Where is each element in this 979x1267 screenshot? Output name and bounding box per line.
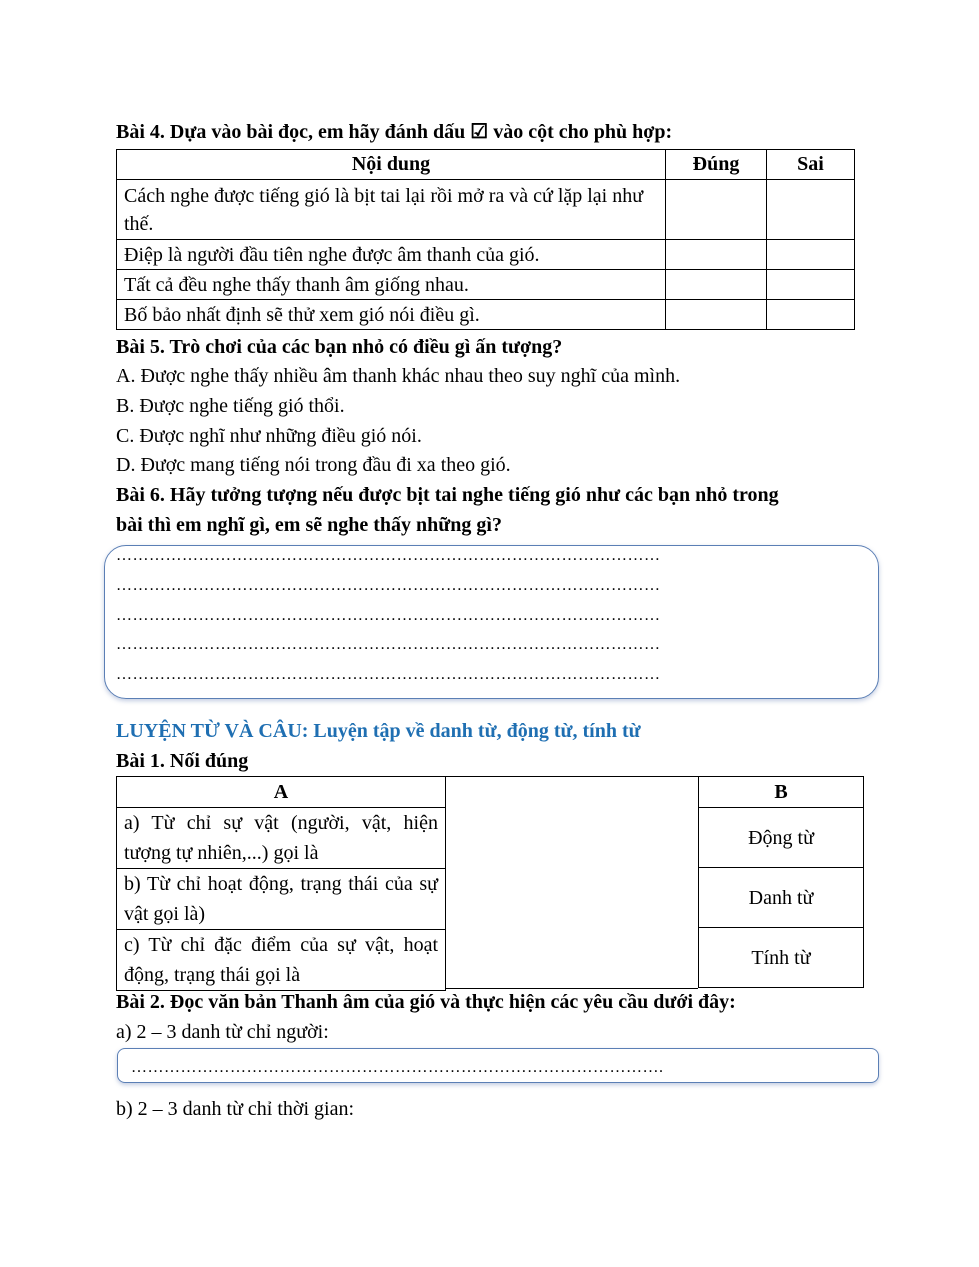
- header-sai: Sai: [767, 150, 855, 180]
- dung-checkbox-cell[interactable]: [666, 240, 767, 270]
- table-row-content: Tất cả đều nghe thấy thanh âm giống nhau.: [117, 270, 666, 300]
- bai4-table: [116, 149, 855, 330]
- bai2-a-label: a) 2 – 3 danh từ chỉ người:: [116, 1021, 329, 1043]
- bai5-option-d[interactable]: D. Được mang tiếng nói trong đầu đi xa theo gió.: [116, 454, 511, 476]
- bai1-title: Bài 1. Nối đúng: [116, 750, 249, 772]
- bai1-table-a: [116, 776, 446, 991]
- a-item[interactable]: c) Từ chỉ đặc điểm của sự vật, hoạt động, trạng thái gọi là: [117, 930, 446, 991]
- answer-dots-line[interactable]: ………………………………………………………………………………………: [116, 636, 661, 653]
- bai2-b-label: b) 2 – 3 danh từ chỉ thời gian:: [116, 1098, 355, 1120]
- bai5-option-a[interactable]: A. Được nghe thấy nhiều âm thanh khác nhau theo suy nghĩ của mình.: [116, 365, 681, 387]
- bai5-option-c[interactable]: C. Được nghĩ như những điều gió nói.: [116, 425, 422, 447]
- bai6-title-line2: bài thì em nghĩ gì, em sẽ nghe thấy những gì?: [116, 514, 502, 536]
- bai6-title-line1: Bài 6. Hãy tưởng tượng nếu được bịt tai nghe tiếng gió như các bạn nhỏ trong: [116, 484, 779, 506]
- a-item[interactable]: b) Từ chỉ hoạt động, trạng thái của sự vật gọi là): [117, 869, 446, 930]
- bai4-title: Bài 4. Dựa vào bài đọc, em hãy đánh dấu ☑ vào cột cho phù hợp:: [116, 121, 673, 143]
- a-item[interactable]: a) Từ chỉ sự vật (người, vật, hiện tượng tự nhiên,...) gọi là: [117, 808, 446, 869]
- dung-checkbox-cell[interactable]: [666, 180, 767, 240]
- sai-checkbox-cell[interactable]: [767, 270, 855, 300]
- b-item[interactable]: Tính từ: [699, 928, 864, 988]
- answer-dots-line[interactable]: ………………………………………………………………………………………: [116, 607, 661, 624]
- bai5-title: Bài 5. Trò chơi của các bạn nhỏ có điều gì ấn tượng?: [116, 336, 563, 358]
- answer-dots-line[interactable]: ………………………………………………………………………………………: [116, 547, 661, 564]
- sai-checkbox-cell[interactable]: [767, 180, 855, 240]
- answer-dots-line[interactable]: ………………………………………………………………………………………: [116, 577, 661, 594]
- matching-area[interactable]: [445, 776, 698, 989]
- sai-checkbox-cell[interactable]: [767, 240, 855, 270]
- bai5-option-b[interactable]: B. Được nghe tiếng gió thổi.: [116, 395, 345, 417]
- bai1-table-b: [698, 776, 864, 988]
- dung-checkbox-cell[interactable]: [666, 300, 767, 330]
- b-item[interactable]: Động từ: [699, 808, 864, 868]
- column-a-header: A: [117, 777, 446, 808]
- bai2-a-dots[interactable]: …………………………………………………………………………………….: [131, 1059, 664, 1076]
- b-item[interactable]: Danh từ: [699, 868, 864, 928]
- section-heading: LUYỆN TỪ VÀ CÂU: Luyện tập về danh từ, động từ, tính từ: [116, 720, 641, 742]
- table-row-content: Cách nghe được tiếng gió là bịt tai lại rồi mở ra và cứ lặp lại như thế.: [117, 180, 666, 240]
- table-row-content: Điệp là người đầu tiên nghe được âm thanh của gió.: [117, 240, 666, 270]
- header-noi-dung: Nội dung: [117, 150, 666, 180]
- column-b-header: B: [699, 777, 864, 808]
- sai-checkbox-cell[interactable]: [767, 300, 855, 330]
- table-row-content: Bố bảo nhất định sẽ thử xem gió nói điều gì.: [117, 300, 666, 330]
- bai2-title: Bài 2. Đọc văn bản Thanh âm của gió và thực hiện các yêu cầu dưới đây:: [116, 991, 736, 1013]
- header-dung: Đúng: [666, 150, 767, 180]
- answer-dots-line[interactable]: ………………………………………………………………………………………: [116, 666, 661, 683]
- dung-checkbox-cell[interactable]: [666, 270, 767, 300]
